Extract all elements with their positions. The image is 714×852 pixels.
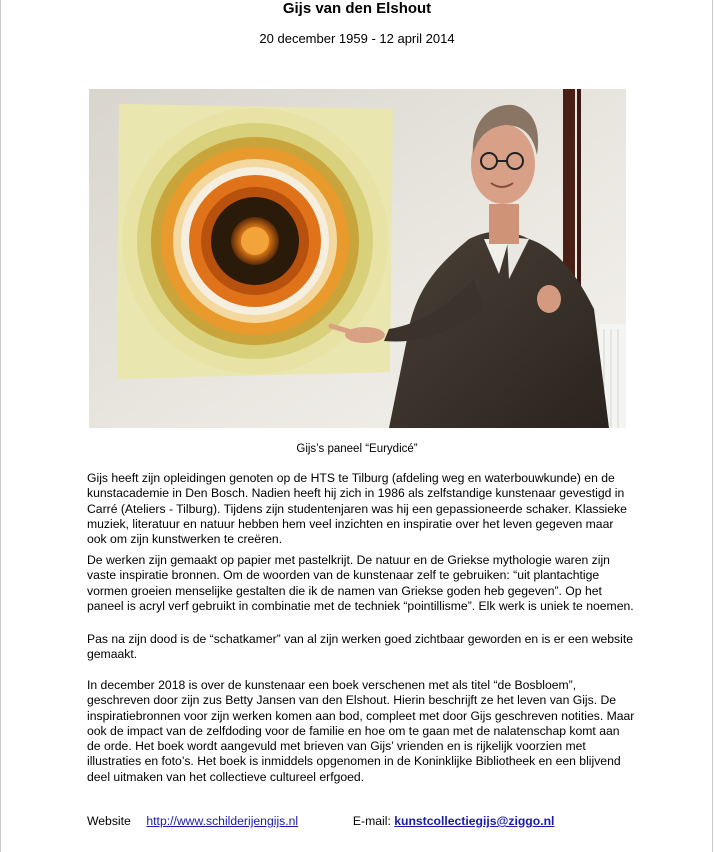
paragraph-education: Gijs heeft zijn opleidingen genoten op de HTS te Tilburg (afdeling weg en waterbouwkunde) en de kunstacademie in Den Bosch. Nadien heeft hij zich in 1986 als zelfstandige kunstenaar gevestigd in Carré (Ateliers - Tilburg). Tijdens zijn studentenjaren was hij een gepassioneerde schaker. Klassieke muziek, literatuur en natuur hebben hem veel inzichten en inspiratie over het leven gegeven maar ook om zijn kunstwerken te creëren. bbox=[87, 471, 627, 547]
paragraph-works: De werken zijn gemaakt op papier met pastelkrijt. De natuur en de Griekse mythologie waren zijn vaste inspiratie bronnen. Om de woorden van de kunstenaar zelf te gebruiken: “uit plantachtige vormen groeien menselijke gestalten die ik de namen van Griekse goden heb gegeven”. Op het paneel is acryl verf gebruikt in combinatie met de techniek “pointillisme”. Elk werk is uniek te noemen. bbox=[87, 553, 634, 613]
page-edge-right bbox=[712, 0, 713, 852]
photo-caption: Gijs’s paneel “Eurydicé” bbox=[296, 443, 418, 455]
document-title: Gijs van den Elshout bbox=[282, 0, 432, 17]
contact-line bbox=[87, 814, 647, 829]
paragraph-website: Pas na zijn dood is de “schatkamer” van al zijn werken goed zichtbaar geworden en is er een website gemaakt. bbox=[87, 632, 634, 662]
email-link[interactable]: kunstcollectiegijs@ziggo.nl bbox=[394, 814, 555, 828]
website-link[interactable]: http://www.schilderijengijs.nl bbox=[146, 814, 299, 828]
paragraph-book: In december 2018 is over de kunstenaar een boek verschenen met als titel “de Bosbloem”, geschreven door zijn zus Betty Jansen van den Elshout. Hierin beschrijft ze het leven van Gijs. De inspiratiebronnen voor zijn werken komen aan bod, compleet met door Gijs geschreven notities. Maar ook de impact van de zelfdoding voor de familie en hoe om te gaan met de nalatenschap komt aan de orde. Het boek wordt aangevuld met brieven van Gijs’ vrienden en is rijkelijk voorzien met illustraties en foto’s. Het boek is inmiddels opgenomen in de Koninklijke Bibliotheek en een blijvend deel uitmaken van het collectieve cultureel erfgoed. bbox=[87, 678, 635, 784]
document-dates: 20 december 1959 - 12 april 2014 bbox=[259, 31, 455, 46]
artist-with-painting-photo bbox=[89, 89, 626, 428]
website-label: Website bbox=[87, 814, 131, 828]
email-label: E-mail: bbox=[352, 814, 391, 828]
page-edge-left bbox=[0, 0, 1, 852]
